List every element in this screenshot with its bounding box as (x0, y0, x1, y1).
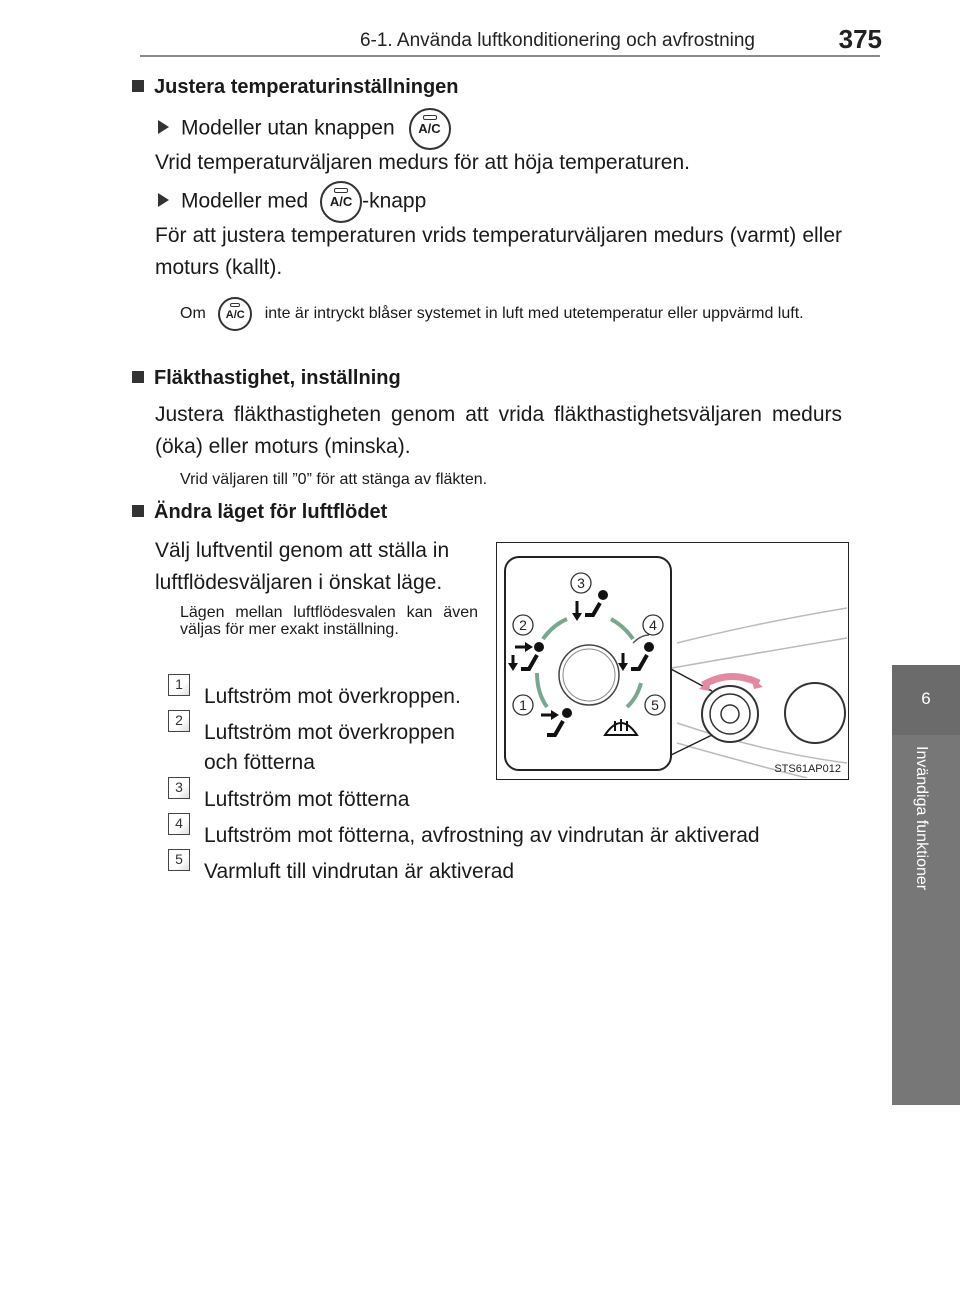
chapter-tab-number: 6 (892, 665, 960, 735)
figure-label-3 (571, 573, 591, 593)
svg-text:2: 2 (519, 617, 527, 633)
ac-button-icon: A/C (218, 297, 252, 331)
model-without-text: Vrid temperaturväljaren medurs för att höja temperaturen. (155, 151, 690, 174)
svg-text:3: 3 (577, 575, 585, 591)
heading-bullet (132, 80, 144, 92)
svg-text:5: 5 (651, 697, 659, 713)
number-badge: 5 (168, 849, 190, 871)
dial-knob-center-icon (721, 705, 739, 723)
fan-text: Justera fläkthastigheten genom att vrida fläkthastighetsväljaren medurs (öka) eller moturs (minska). (155, 403, 842, 458)
callout-line (669, 735, 712, 756)
header-section-title: 6-1. Använda luftkonditionering och avfrostning (359, 30, 755, 51)
triangle-bullet-icon (158, 193, 169, 207)
model-with-text: För att justera temperaturen vrids temperaturväljaren medurs (varmt) eller moturs (kallt). (155, 224, 842, 279)
dashboard-line (672, 638, 847, 668)
figure-label-1 (513, 695, 533, 715)
figure-label-4 (643, 615, 663, 635)
model-without-line: Modeller utan knappen A/C (158, 108, 451, 150)
chapter-tab-label: Invändiga funktioner (913, 746, 930, 891)
dashboard-line (677, 608, 847, 643)
figure-code: STS61AP012 (774, 763, 841, 775)
number-badge: 3 (168, 777, 190, 799)
ac-led-icon (423, 115, 437, 120)
ac-led-icon (334, 188, 348, 193)
heading-bullet (132, 505, 144, 517)
figure-label-2 (513, 615, 533, 635)
airflow-selector-illustration (496, 542, 849, 780)
rotate-arrow-icon (703, 676, 759, 685)
heading-temperature: Justera temperaturinställningen (132, 76, 459, 99)
adjacent-knob-icon (785, 683, 845, 743)
number-badge: 4 (168, 813, 190, 835)
heading-fan: Fläkthastighet, inställning (132, 367, 401, 390)
airflow-dial-ring-icon (563, 649, 615, 701)
header-rule (140, 55, 880, 57)
ac-button-icon: A/C (320, 181, 362, 223)
figure-label-5 (645, 695, 665, 715)
number-badge: 2 (168, 710, 190, 732)
ac-led-icon (230, 303, 240, 307)
page-number: 375 (838, 24, 882, 54)
svg-text:1: 1 (519, 697, 527, 713)
airflow-diagram (497, 543, 847, 778)
airflow-note: Lägen mellan luftflödesvalen kan även väljas för mer exakt inställning. (180, 604, 478, 638)
ac-button-icon: A/C (409, 108, 451, 150)
temperature-note: Om A/C inte är intryckt blåser systemet in luft med utetemperatur eller uppvärmd luft. (180, 297, 845, 331)
model-with-line: Modeller med A/C -knapp (158, 181, 426, 223)
airflow-text: Välj luftventil genom att ställa in luftflödesväljaren i önskat läge. (155, 539, 450, 594)
heading-airflow: Ändra läget för luftflödet (132, 501, 387, 524)
triangle-bullet-icon (158, 120, 169, 134)
svg-text:4: 4 (649, 617, 657, 633)
number-badge: 1 (168, 674, 190, 696)
fan-note: Vrid väljaren till ”0” för att stänga av fläkten. (180, 471, 488, 488)
heading-bullet (132, 371, 144, 383)
